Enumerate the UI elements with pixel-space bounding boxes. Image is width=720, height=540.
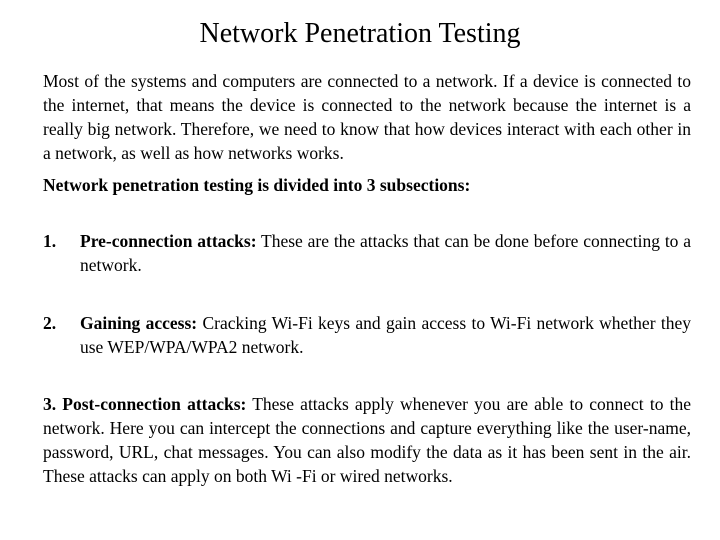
list-item-description: These are the attacks that can be done before connecting to a network.	[80, 231, 692, 275]
list-item-gaining-access	[43, 311, 691, 359]
list-item-number: 3.	[43, 394, 57, 414]
list-item-text	[80, 229, 691, 277]
list-item-term: Pre-connection attacks:	[80, 231, 257, 251]
list-item-description: These attacks apply whenever you are able to connect to the network. Here you can intercept the connections and capture everything like the user-name, password, URL, chat messages. You can also modify the data as it has been sent in the air. These attacks can apply on both Wi -Fi or wired networks.	[43, 394, 691, 486]
list-item-number: 2.	[43, 313, 57, 333]
list-item-term: Post-connection attacks:	[56, 394, 247, 414]
list-item-term: Gaining access:	[80, 313, 198, 333]
list-item-description: Cracking Wi-Fi keys and gain access to Wi-Fi network whether they use WEP/WPA/WPA2 network.	[80, 313, 691, 357]
list-item-number: 1.	[43, 231, 57, 251]
list-item-text	[80, 311, 691, 359]
list-item-pre-connection	[43, 229, 691, 277]
list-item-post-connection	[43, 392, 691, 488]
page-title: Network Penetration Testing	[199, 18, 521, 49]
intro-paragraph: Most of the systems and computers are connected to a network. If a device is connected to the internet, that means the device is connected to the network because the internet is a really big network. Therefore, we need to know that how devices interact with each other in a network, as well as how networks works.	[43, 71, 691, 163]
subsections-heading: Network penetration testing is divided into 3 subsections:	[43, 175, 471, 195]
